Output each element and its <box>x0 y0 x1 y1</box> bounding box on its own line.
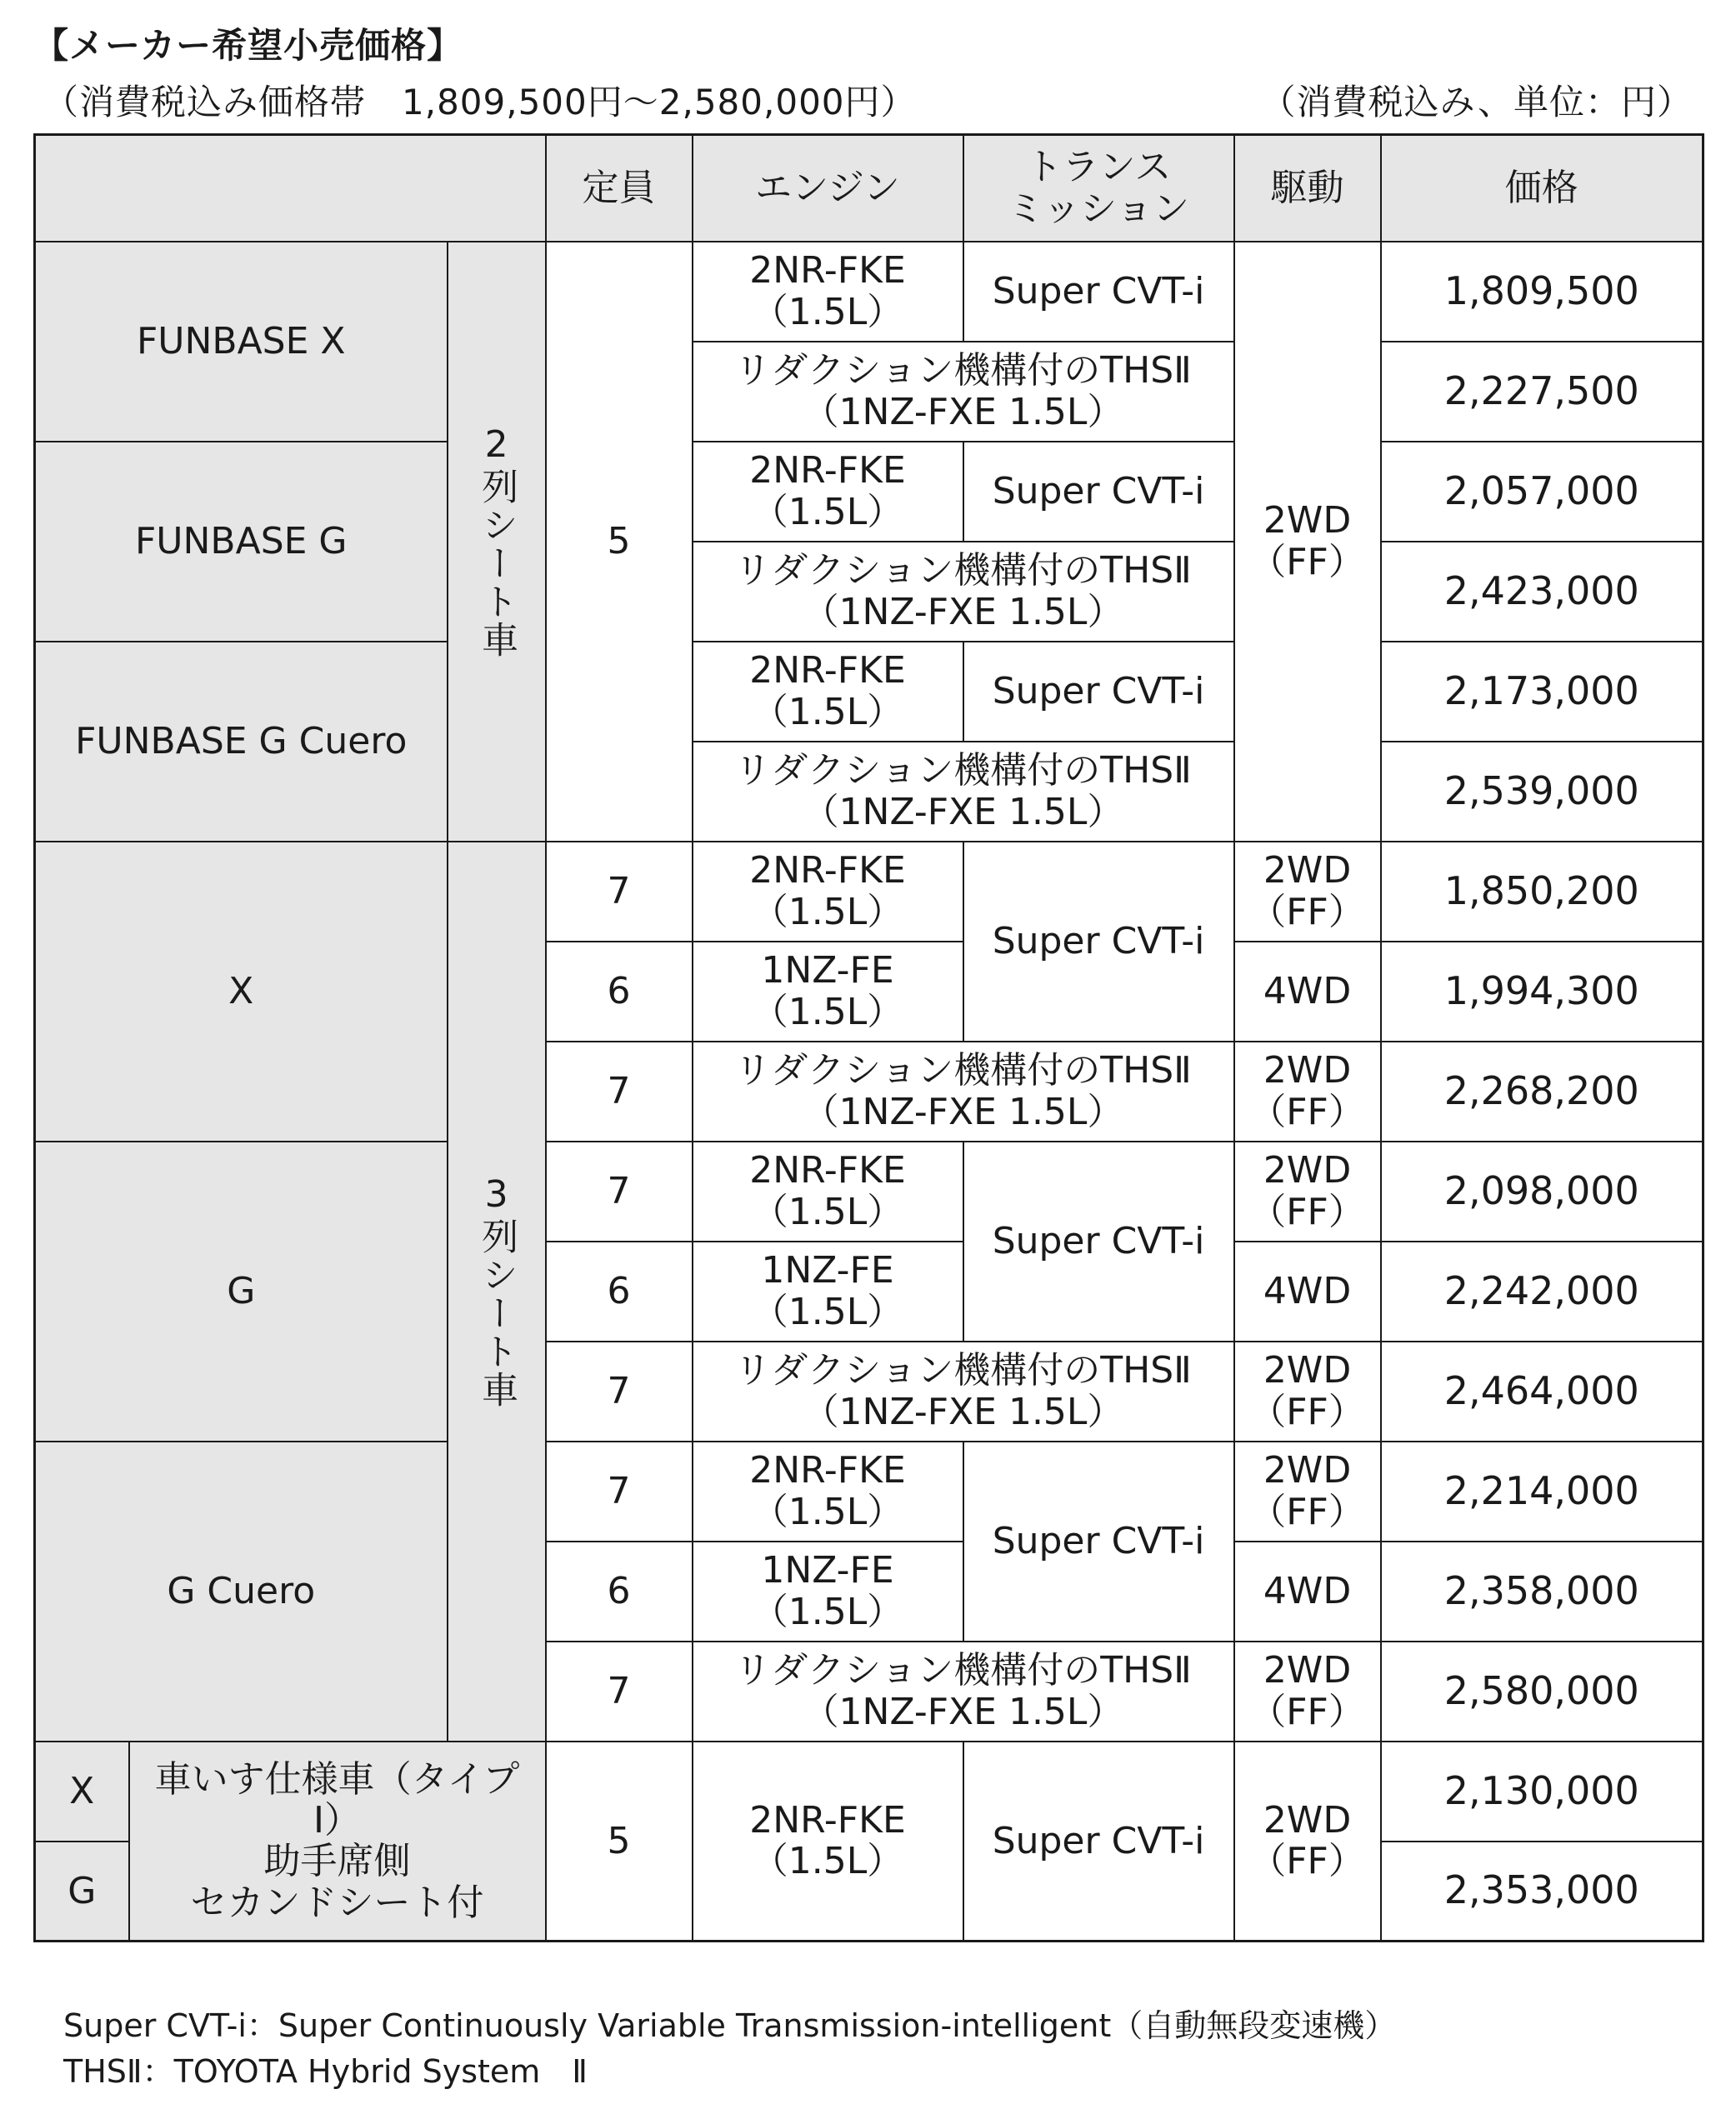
capacity-cell: 6 <box>546 1242 693 1342</box>
drive-cell: 2WD （FF） <box>1234 1442 1381 1542</box>
header-blank <box>35 135 546 242</box>
drive-cell: 2WD （FF） <box>1234 1142 1381 1242</box>
engine-cell: リダクション機構付のTHSⅡ （1NZ-FXE 1.5L） <box>693 342 1234 442</box>
transmission-cell: Super CVT-i <box>963 442 1234 542</box>
footnote-cvt: Super CVT-i：Super Continuously Variable Transmission-intelligent（自動無段変速機） <box>63 2007 1397 2044</box>
unit-note: （消費税込み、単位：円） <box>1260 82 1693 122</box>
engine-cell: 2NR-FKE （1.5L） <box>693 642 963 742</box>
engine-cell: リダクション機構付のTHSⅡ （1NZ-FXE 1.5L） <box>693 542 1234 642</box>
price-cell: 2,227,500 <box>1381 342 1703 442</box>
capacity-cell: 7 <box>546 1142 693 1242</box>
transmission-cell: Super CVT-i <box>963 642 1234 742</box>
price-cell: 2,242,000 <box>1381 1242 1703 1342</box>
grade-x: X <box>35 842 448 1142</box>
group-two-row: 2列シート車 <box>448 242 546 842</box>
price-cell: 2,423,000 <box>1381 542 1703 642</box>
capacity-cell: 5 <box>546 1742 693 1942</box>
engine-cell: リダクション機構付のTHSⅡ （1NZ-FXE 1.5L） <box>693 1042 1234 1142</box>
table-row <box>35 442 1703 542</box>
table-row <box>35 842 1703 942</box>
group-three-row: 3列シート車 <box>448 842 546 1742</box>
grade-wheelchair-g: G <box>35 1842 129 1942</box>
price-cell: 2,130,000 <box>1381 1742 1703 1842</box>
drive-cell: 2WD （FF） <box>1234 842 1381 942</box>
engine-cell: 1NZ-FE （1.5L） <box>693 942 963 1042</box>
price-table <box>33 133 1704 1942</box>
price-cell: 2,268,200 <box>1381 1042 1703 1142</box>
header-transmission: トランス ミッション <box>963 135 1234 242</box>
page-title: 【メーカー希望小売価格】 <box>33 25 463 66</box>
capacity-cell: 7 <box>546 842 693 942</box>
transmission-cell: Super CVT-i <box>963 1142 1234 1342</box>
price-cell: 1,850,200 <box>1381 842 1703 942</box>
table-row <box>35 1442 1703 1542</box>
price-cell: 2,580,000 <box>1381 1642 1703 1742</box>
grade-wheelchair: 車いす仕様車（タイプⅠ） 助手席側 セカンドシート付 <box>129 1742 546 1942</box>
price-cell: 1,994,300 <box>1381 942 1703 1042</box>
drive-cell: 2WD （FF） <box>1234 1742 1381 1942</box>
drive-cell: 2WD （FF） <box>1234 1642 1381 1742</box>
header-row <box>35 135 1703 242</box>
capacity-cell: 7 <box>546 1042 693 1142</box>
header-price: 価格 <box>1381 135 1703 242</box>
header-capacity: 定員 <box>546 135 693 242</box>
engine-cell: 2NR-FKE （1.5L） <box>693 842 963 942</box>
footnote-ths: THSⅡ：TOYOTA Hybrid System Ⅱ <box>63 2053 588 2090</box>
header-engine: エンジン <box>693 135 963 242</box>
engine-cell: 1NZ-FE （1.5L） <box>693 1242 963 1342</box>
price-cell: 2,358,000 <box>1381 1542 1703 1642</box>
capacity-cell: 6 <box>546 942 693 1042</box>
grade-g-cuero: G Cuero <box>35 1442 448 1742</box>
drive-cell: 4WD <box>1234 1542 1381 1642</box>
grade-funbase-g-cuero: FUNBASE G Cuero <box>35 642 448 842</box>
price-cell: 2,057,000 <box>1381 442 1703 542</box>
grade-g: G <box>35 1142 448 1442</box>
engine-cell: 2NR-FKE （1.5L） <box>693 242 963 342</box>
price-cell: 2,098,000 <box>1381 1142 1703 1242</box>
capacity-cell: 6 <box>546 1542 693 1642</box>
price-cell: 2,539,000 <box>1381 742 1703 842</box>
transmission-cell: Super CVT-i <box>963 842 1234 1042</box>
price-cell: 2,353,000 <box>1381 1842 1703 1942</box>
capacity-cell: 7 <box>546 1442 693 1542</box>
drive-cell: 2WD （FF） <box>1234 242 1381 842</box>
engine-cell: 2NR-FKE （1.5L） <box>693 1442 963 1542</box>
drive-cell: 4WD <box>1234 942 1381 1042</box>
engine-cell: リダクション機構付のTHSⅡ （1NZ-FXE 1.5L） <box>693 1642 1234 1742</box>
engine-cell: リダクション機構付のTHSⅡ （1NZ-FXE 1.5L） <box>693 742 1234 842</box>
price-cell: 1,809,500 <box>1381 242 1703 342</box>
grade-funbase-x: FUNBASE X <box>35 242 448 442</box>
table-row <box>35 642 1703 742</box>
header-drive: 駆動 <box>1234 135 1381 242</box>
transmission-cell: Super CVT-i <box>963 1742 1234 1942</box>
price-cell: 2,214,000 <box>1381 1442 1703 1542</box>
grade-funbase-g: FUNBASE G <box>35 442 448 642</box>
transmission-cell: Super CVT-i <box>963 242 1234 342</box>
price-range-note: （消費税込み価格帯 1,809,500円～2,580,000円） <box>43 82 917 122</box>
drive-cell: 2WD （FF） <box>1234 1042 1381 1142</box>
price-cell: 2,464,000 <box>1381 1342 1703 1442</box>
grade-wheelchair-x: X <box>35 1742 129 1842</box>
price-cell: 2,173,000 <box>1381 642 1703 742</box>
engine-cell: 2NR-FKE （1.5L） <box>693 1142 963 1242</box>
drive-cell: 2WD （FF） <box>1234 1342 1381 1442</box>
engine-cell: 1NZ-FE （1.5L） <box>693 1542 963 1642</box>
table-row <box>35 1142 1703 1242</box>
engine-cell: 2NR-FKE （1.5L） <box>693 442 963 542</box>
capacity-cell: 7 <box>546 1342 693 1442</box>
engine-cell: 2NR-FKE （1.5L） <box>693 1742 963 1942</box>
table-row <box>35 242 1703 342</box>
capacity-cell: 5 <box>546 242 693 842</box>
engine-cell: リダクション機構付のTHSⅡ （1NZ-FXE 1.5L） <box>693 1342 1234 1442</box>
table-row <box>35 1742 1703 1842</box>
transmission-cell: Super CVT-i <box>963 1442 1234 1642</box>
drive-cell: 4WD <box>1234 1242 1381 1342</box>
capacity-cell: 7 <box>546 1642 693 1742</box>
